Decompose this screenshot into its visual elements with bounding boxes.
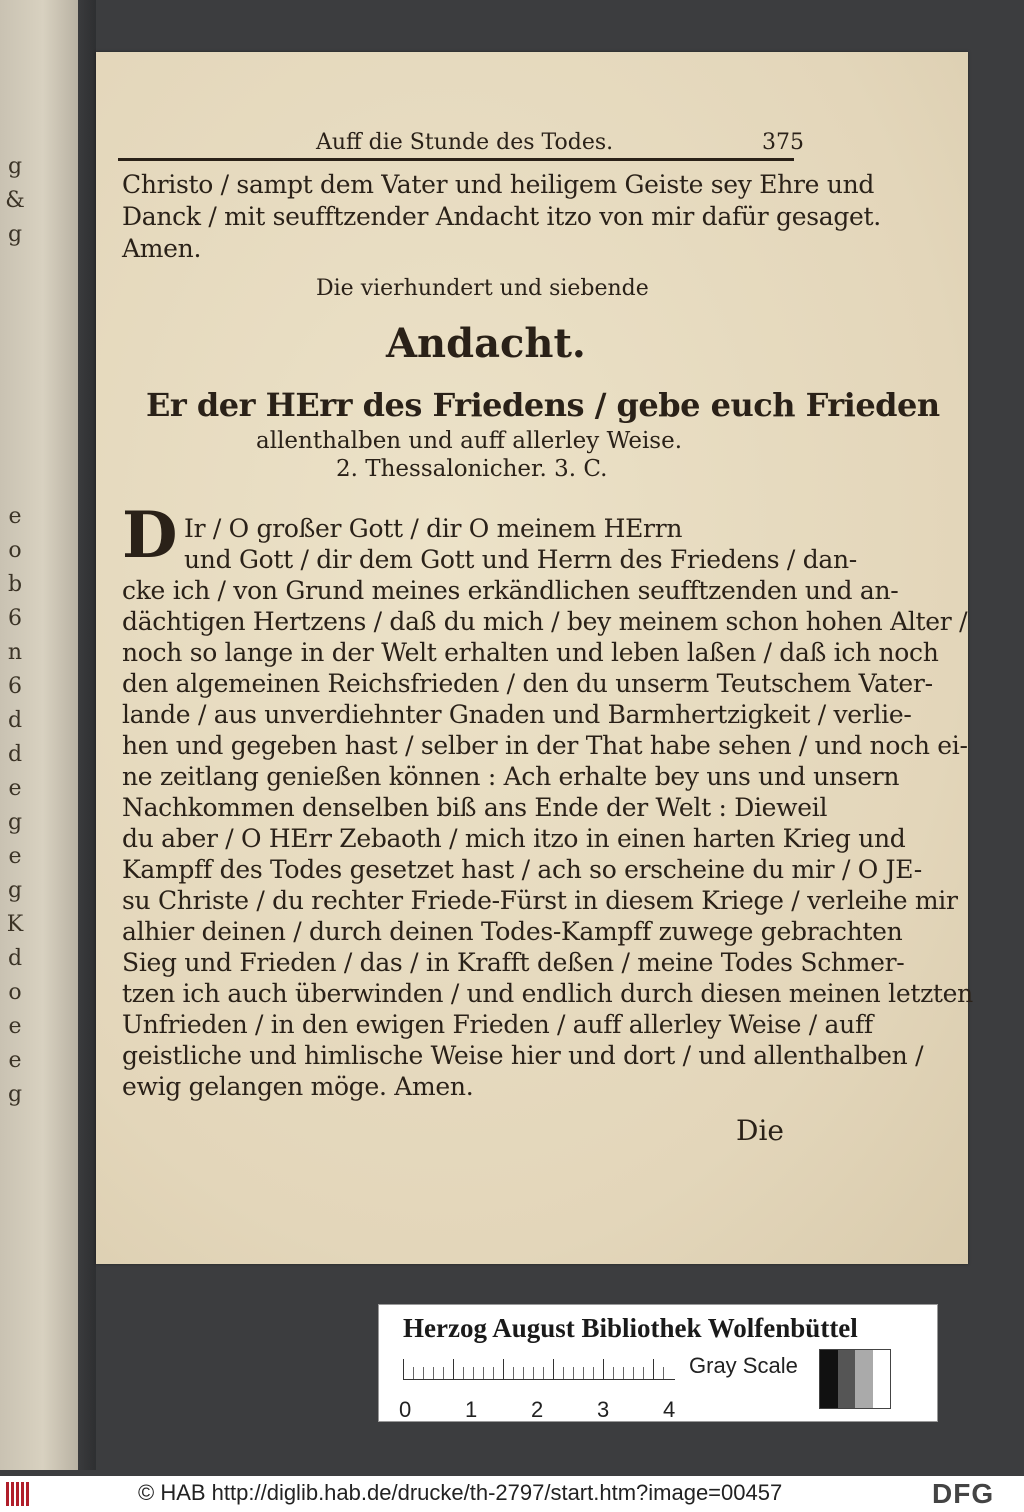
- library-name: Herzog August Bibliothek Wolfenbüttel: [403, 1313, 858, 1343]
- left-page-fragment: e: [8, 1048, 22, 1073]
- opening-line: Danck / mit seufftzender Andacht itzo von mir dafür gesaget.: [122, 202, 881, 231]
- body-line: und Gott / dir dem Gott und Herrn des Friedens / dan-: [184, 545, 857, 574]
- left-page-fragment: d: [7, 946, 23, 971]
- hab-logo-icon: [6, 1482, 34, 1506]
- verse-line-1: Er der HErr des Friedens / gebe euch Frieden: [146, 386, 940, 424]
- gray-scale-swatches: [819, 1349, 891, 1409]
- ruler-tick: [573, 1367, 574, 1379]
- body-line: lande / aus unverdiehnter Gnaden und Barmhertzigkeit / verlie-: [122, 700, 912, 729]
- left-page-fragment: e: [8, 504, 22, 529]
- left-page-fragment: K: [6, 912, 24, 937]
- ruler-number: 0: [399, 1397, 412, 1422]
- left-page-fragment: o: [8, 980, 22, 1005]
- body-line: alhier deinen / durch deinen Todes-Kampff zuwege gebrachten: [122, 917, 903, 946]
- section-title: Andacht.: [386, 320, 586, 367]
- ruler-tick: [453, 1359, 454, 1379]
- ruler-tick: [463, 1367, 464, 1379]
- ruler-tick: [653, 1359, 654, 1379]
- body-line: du aber / O HErr Zebaoth / mich itzo in einen harten Krieg und: [122, 824, 906, 853]
- section-number: Die vierhundert und siebende: [316, 276, 649, 301]
- ruler-tick: [423, 1367, 424, 1379]
- verse-line-2: allenthalben und auff allerley Weise.: [256, 428, 683, 454]
- ruler-tick: [523, 1367, 524, 1379]
- body-line: su Christe / du rechter Friede-Fürst in diesem Kriege / verleihe mir: [122, 886, 958, 915]
- footer-bar: [0, 1476, 1024, 1512]
- ruler-tick: [613, 1367, 614, 1379]
- left-page-fragment: e: [8, 776, 22, 801]
- ruler-tick: [403, 1359, 404, 1379]
- header-rule: [118, 158, 794, 161]
- body-line: dächtigen Hertzens / daß du mich / bey meinem schon hohen Alter /: [122, 607, 968, 636]
- ruler-number: 4: [663, 1397, 676, 1422]
- gray-scale-label: Gray Scale: [689, 1353, 798, 1378]
- library-color-card: [378, 1304, 938, 1422]
- logo-bar: [6, 1482, 9, 1506]
- document-page: [96, 52, 973, 1264]
- left-page-fragment: &: [5, 188, 25, 213]
- left-page-fragment: 6: [8, 606, 22, 631]
- logo-bar: [11, 1482, 14, 1506]
- dfg-logo: DFG: [932, 1478, 995, 1509]
- body-line: Unfrieden / in den ewigen Frieden / auff allerley Weise / auff: [122, 1010, 873, 1039]
- body-line: Sieg und Frieden / das / in Krafft deßen / meine Todes Schmer-: [122, 948, 905, 977]
- verse-reference: 2. Thessalonicher. 3. C.: [336, 456, 608, 482]
- ruler-baseline: [403, 1379, 675, 1380]
- left-page-fragment: g: [7, 1082, 23, 1107]
- ruler-tick: [583, 1367, 584, 1379]
- page-gutter: [78, 0, 96, 1470]
- ruler-tick: [553, 1359, 554, 1379]
- gray-swatch: [838, 1350, 856, 1408]
- body-line: Ir / O großer Gott / dir O meinem HErrn: [184, 514, 683, 543]
- left-page-fragment: o: [8, 538, 22, 563]
- opening-line: Christo / sampt dem Vater und heiligem Geiste sey Ehre und: [122, 170, 875, 199]
- body-line: den algemeinen Reichsfrieden / den du unserm Teutschem Vater-: [122, 669, 933, 698]
- body-line: hen und gegeben hast / selber in der That habe sehen / und noch ei-: [122, 731, 968, 760]
- ruler-tick: [493, 1367, 494, 1379]
- opening-line: Amen.: [122, 234, 202, 263]
- catchword: Die: [736, 1114, 784, 1147]
- logo-bar: [16, 1482, 19, 1506]
- left-page-fragment: g: [7, 810, 23, 835]
- ruler-tick: [413, 1367, 414, 1379]
- ruler-number: 2: [531, 1397, 544, 1422]
- left-page-fragment: g: [7, 154, 23, 179]
- left-page-fragment: g: [7, 222, 23, 247]
- ruler-tick: [563, 1367, 564, 1379]
- scale-ruler: [403, 1351, 675, 1393]
- left-page-fragment: 6: [8, 674, 22, 699]
- ruler-tick: [663, 1367, 664, 1379]
- ruler-tick: [473, 1367, 474, 1379]
- left-page-fragment: d: [7, 708, 23, 733]
- left-neighbor-page: [0, 0, 78, 1470]
- ruler-tick: [443, 1367, 444, 1379]
- left-page-fragment: e: [8, 1014, 22, 1039]
- body-line: Nachkommen denselben biß ans Ende der Welt : Dieweil: [122, 793, 828, 822]
- ruler-tick: [643, 1367, 644, 1379]
- ruler-tick: [533, 1367, 534, 1379]
- ruler-tick: [593, 1367, 594, 1379]
- body-line: ne zeitlang genießen können : Ach erhalte bey uns und unsern: [122, 762, 900, 791]
- gray-swatch: [820, 1350, 838, 1408]
- ruler-tick: [633, 1367, 634, 1379]
- left-page-fragment: b: [7, 572, 23, 597]
- body-line: tzen ich auch überwinden / und endlich durch diesen meinen letzten: [122, 979, 973, 1008]
- ruler-tick: [543, 1367, 544, 1379]
- footer-copyright-link[interactable]: © HAB http://diglib.hab.de/drucke/th-2797/start.htm?image=00457: [138, 1480, 783, 1505]
- left-page-fragments-lower: [0, 500, 30, 1112]
- left-page-fragment: d: [7, 742, 23, 767]
- ruler-tick: [603, 1359, 604, 1379]
- running-head: Auff die Stunde des Todes.: [316, 130, 614, 155]
- ruler-tick: [483, 1367, 484, 1379]
- left-page-fragment: g: [7, 878, 23, 903]
- page-number: 375: [762, 130, 804, 155]
- logo-bar: [21, 1482, 24, 1506]
- ruler-tick: [503, 1359, 504, 1379]
- left-page-fragment: e: [8, 844, 22, 869]
- body-line: noch so lange in der Welt erhalten und leben laßen / daß ich noch: [122, 638, 939, 667]
- left-page-fragment: n: [7, 640, 23, 665]
- ruler-tick: [623, 1367, 624, 1379]
- ruler-number: 3: [597, 1397, 610, 1422]
- ruler-number: 1: [465, 1397, 478, 1422]
- ruler-tick: [433, 1367, 434, 1379]
- ruler-tick: [513, 1367, 514, 1379]
- gray-swatch: [873, 1350, 891, 1408]
- drop-cap-initial: D: [122, 498, 178, 573]
- logo-bar: [26, 1482, 29, 1506]
- gray-swatch: [855, 1350, 873, 1408]
- left-page-fragments-upper: [0, 150, 30, 252]
- body-line: geistliche und himlische Weise hier und dort / und allenthalben /: [122, 1041, 924, 1070]
- body-line: cke ich / von Grund meines erkändlichen seufftzenden und an-: [122, 576, 899, 605]
- body-line: ewig gelangen möge. Amen.: [122, 1072, 474, 1101]
- body-line: Kampff des Todes gesetzet hast / ach so erscheine du mir / O JE-: [122, 855, 922, 884]
